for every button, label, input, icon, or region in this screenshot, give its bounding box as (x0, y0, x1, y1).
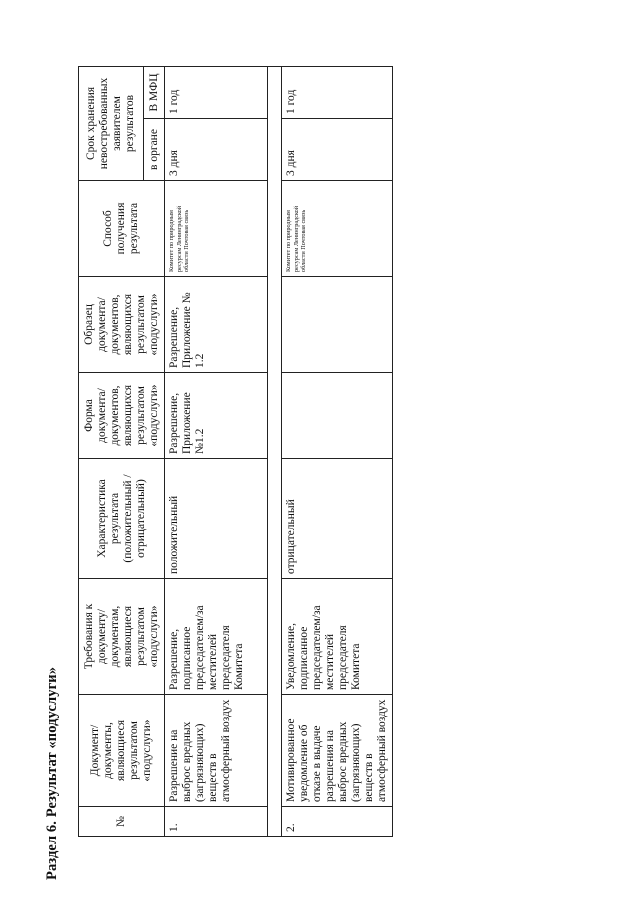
row2-num: 2. (282, 807, 393, 837)
header-row (79, 67, 144, 837)
table-row (165, 67, 268, 837)
row1-doc: Разрешение на выброс вредных (загрязняющих) веществ в атмосферный воздух (165, 695, 268, 807)
row-gap (268, 67, 282, 837)
header-char: Характеристика результата (положительный / отрицательный) (79, 459, 165, 579)
header-storage-organ: в органе (144, 119, 165, 181)
header-storage-mfc: В МФЦ (144, 67, 165, 119)
row2-sample (282, 277, 393, 373)
header-storage: Срок хранения невостребованных заявителем результатов (79, 67, 144, 181)
row2-organ: 3 дня (282, 119, 393, 181)
row1-num: 1. (165, 807, 268, 837)
header-req: Требования к документу/ документам, являющиеся результатом «подуслуги» (79, 579, 165, 695)
row1-req: Разрешение, подписанное председателем/за местителей председателя Комитета (165, 579, 268, 695)
header-num: № (79, 807, 165, 837)
table-row (282, 67, 393, 837)
header-form: Форма документа/ документов, являющихся результатом «подуслуги» (79, 373, 165, 459)
row2-req: Уведомление, подписанное председателем/за местителей председателя Комитета (282, 579, 393, 695)
header-doc: Документ/ документы, являющиеся результатом «подуслуги» (79, 695, 165, 807)
results-table (78, 66, 393, 837)
row2-char: отрицательный (282, 459, 393, 579)
row1-form: Разрешение, Приложение №1.2 (165, 373, 268, 459)
section-title: Раздел 6. Результат «подуслуги» (44, 666, 60, 880)
row2-mfc: 1 год (282, 67, 393, 119)
header-sample: Образец документа/ документов, являющихся результатом «подуслуги» (79, 277, 165, 373)
row2-method: Комитет по природным ресурсам Ленинградской области Почтовая связь (282, 181, 393, 277)
row1-method: Комитет по природным ресурсам Ленинградской области Почтовая связь (165, 181, 268, 277)
header-method: Способ получения результата (79, 181, 165, 277)
row2-doc: Мотивированное уведомление об отказе в выдаче разрешения на выброс вредных (загрязняющих) веществ в атмосферный воздух (282, 695, 393, 807)
row2-form (282, 373, 393, 459)
row1-organ: 3 дня (165, 119, 268, 181)
row1-sample: Разрешение, Приложение № 1.2 (165, 277, 268, 373)
row1-char: положительный (165, 459, 268, 579)
row1-mfc: 1 год (165, 67, 268, 119)
